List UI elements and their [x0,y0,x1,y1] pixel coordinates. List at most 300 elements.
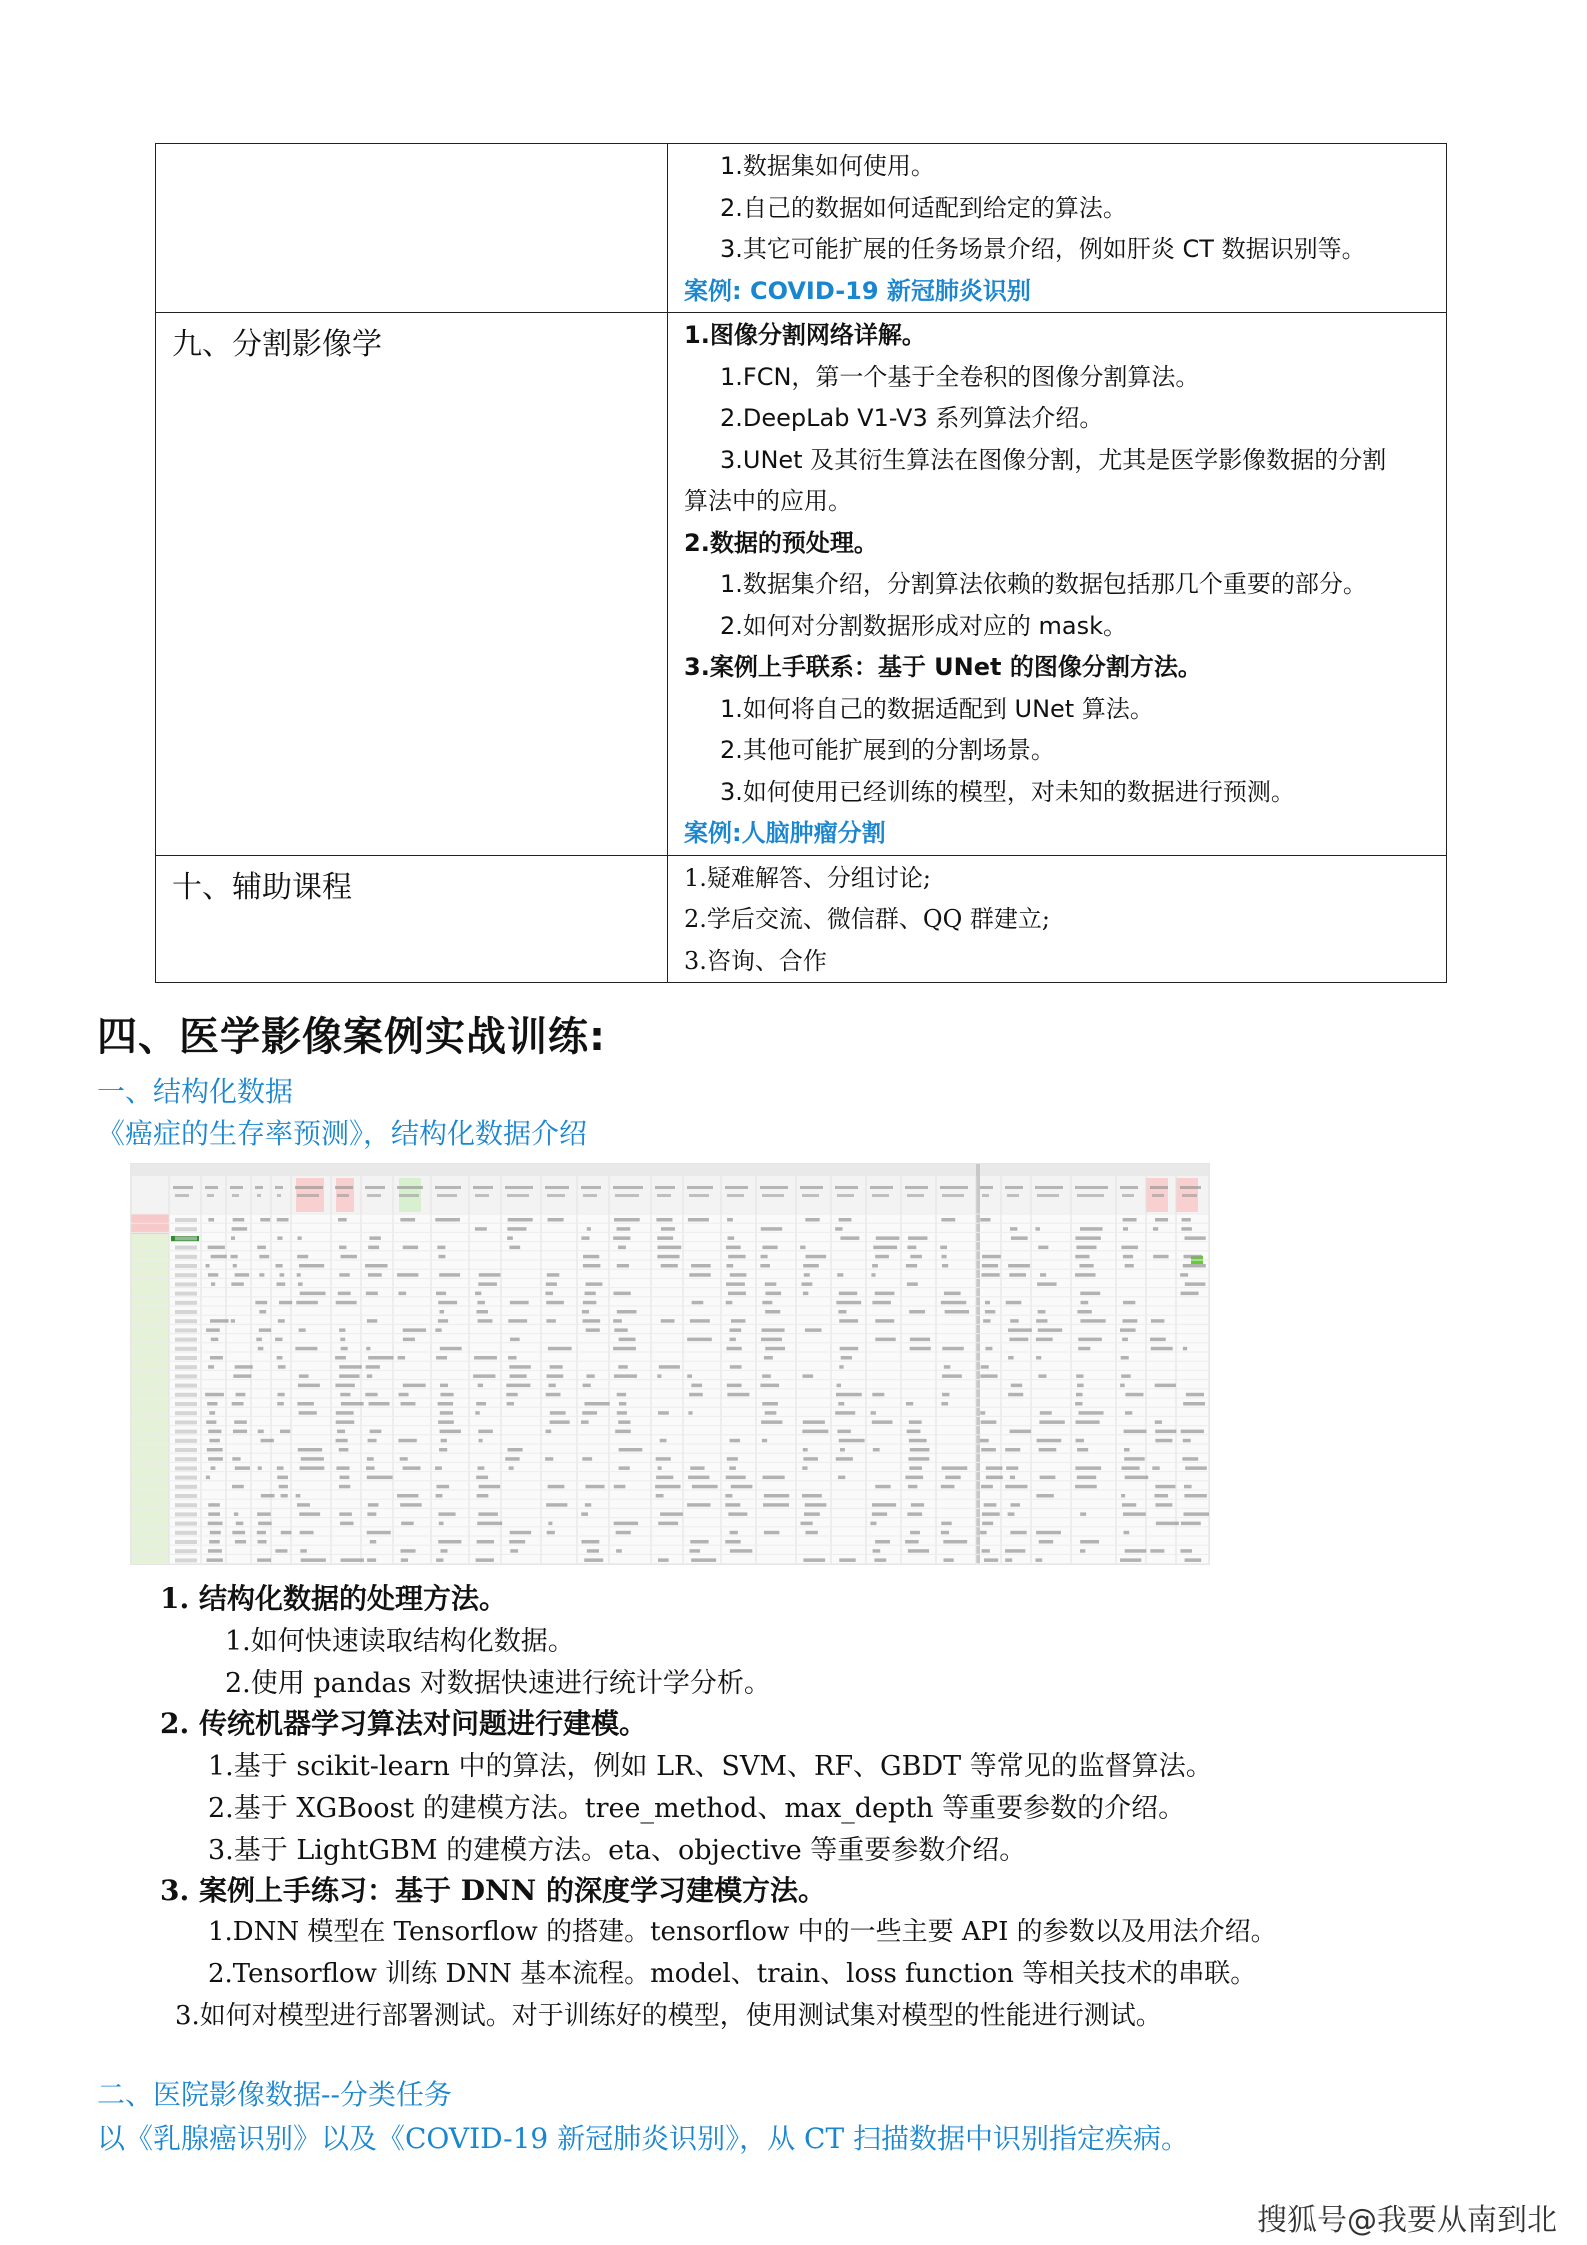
sheet-cell-value [614,1328,627,1332]
sheet-cell-value [278,1319,285,1323]
sheet-cell-value [367,1512,376,1516]
sheet-cell-value [1181,1292,1199,1296]
sheet-cell-value [479,1439,483,1443]
sheet-cell-value [873,1448,880,1452]
sheet-cell-value [1076,1246,1096,1250]
sheet-cell-value [478,1319,493,1323]
sheet-cell-value [837,1430,850,1434]
sheet-cell-value [984,1503,997,1507]
sheet-cell-value [207,1558,223,1562]
sheet-cell-value [508,1356,516,1360]
sheet-cell-value [839,1558,855,1562]
sheet-cell-value [403,1246,418,1250]
list-item: 1.数据集介绍，分割算法依赖的数据包括那几个重要的部分。 [720,570,1367,598]
sheet-cell-value [1184,1255,1203,1259]
sheet-header-label [435,1186,461,1189]
sheet-cell-value [440,1384,448,1388]
list-item: 3.如何使用已经训练的模型，对未知的数据进行预测。 [720,777,1295,806]
sheet-cell-value [1010,1319,1018,1323]
sheet-cell-value [905,1476,923,1480]
sheet-cell-value [726,1476,746,1480]
sheet-cell-value [1122,1466,1140,1470]
sheet-header-label [907,1194,924,1197]
sheet-cell-value [299,1264,324,1268]
sheet-cell-value [585,1503,591,1507]
sheet-cell-value [617,1310,637,1314]
sheet-header-label [337,1194,349,1197]
sheet-cell-value [617,1393,626,1397]
list-item-continuation: 算法中的应用。 [684,487,852,515]
sheet-header-label [207,1194,214,1197]
sheet-freeze-line [976,1164,980,1564]
sheet-cell-value [401,1549,416,1553]
sheet-cell-value [403,1338,415,1342]
sheet-cell-value [1155,1485,1175,1489]
sheet-cell-value [726,1264,733,1268]
sheet-cell-value [689,1393,703,1397]
sheet-blurred-id [175,1522,197,1526]
sheet-cell-value [548,1522,552,1526]
sheet-cell-value [275,1549,287,1553]
sheet-cell-value [439,1273,460,1277]
sheet-cell-value [616,1549,622,1553]
sheet-blurred-id [175,1476,197,1480]
sheet-cell-value [730,1439,740,1443]
sheet-cell-value [235,1273,249,1277]
sheet-cell-value [690,1319,710,1323]
sheet-cell-value [548,1485,565,1489]
sheet-cell-value [911,1503,924,1507]
sheet-cell-value [728,1292,746,1296]
sheet-cell-value [1124,1448,1130,1452]
sheet-cell-value [1006,1466,1018,1470]
sheet-cell-value [1075,1402,1082,1406]
sheet-cell-value [1075,1273,1095,1277]
sheet-cell-value [1184,1512,1209,1516]
sheet-cell-value [875,1319,894,1323]
sheet-cell-value [436,1356,447,1360]
sheet-cell-value [1123,1301,1135,1305]
sheet-cell-value [1153,1227,1158,1231]
sheet-cell-value [548,1347,572,1351]
sheet-blurred-id [175,1512,197,1516]
sheet-cell-value [1185,1466,1207,1470]
sheet-cell-value [941,1301,966,1305]
sheet-header-label [545,1186,569,1189]
sheet-cell-value [614,1485,626,1489]
sheet-cell-value [761,1255,768,1259]
sheet-cell-value [368,1356,393,1360]
sheet-cell-value [582,1310,589,1314]
sheet-cell-value [508,1448,523,1452]
sheet-cell-value [261,1494,275,1498]
sheet-cell-value [872,1301,890,1305]
sheet-cell-value [1120,1384,1125,1388]
sheet-header-label [230,1186,243,1189]
sheet-blurred-id [175,1430,197,1434]
list-item: 3.咨询、合作 [684,946,827,975]
sheet-cell-value [838,1310,846,1314]
sheet-blurred-id [175,1503,197,1507]
sheet-cell-value [1123,1227,1128,1231]
sheet-cell-value [436,1558,443,1562]
sheet-cell-value [1077,1448,1088,1452]
sheet-cell-value [1151,1347,1173,1351]
subsection-desc: 《癌症的生存率预测》，结构化数据介绍 [97,1117,588,1150]
sheet-cell-value [233,1264,237,1268]
sheet-cell-value [1120,1328,1136,1332]
sheet-cell-value [875,1292,895,1296]
sheet-cell-value [985,1347,992,1351]
sheet-cell-value [765,1347,785,1351]
sheet-header-label [940,1186,968,1189]
sheet-cell-value [439,1448,447,1452]
sheet-blurred-id [175,1255,197,1259]
sheet-cell-value [839,1365,843,1369]
sheet-blurred-id [175,1402,197,1406]
sheet-cell-value [547,1273,559,1277]
sheet-cell-value [660,1512,683,1516]
sheet-cell-value [232,1457,240,1461]
sheet-cell-value [687,1374,692,1378]
sheet-cell-value [506,1393,517,1397]
sheet-cell-value [910,1448,930,1452]
spreadsheet-image [130,1163,1210,1565]
sheet-cell-value [1009,1338,1028,1342]
sheet-cell-value [365,1393,377,1397]
sheet-cell-value [689,1549,700,1553]
sheet-cell-value [760,1264,770,1268]
sheet-blurred-id [175,1338,197,1342]
sheet-header-label [437,1194,457,1197]
sheet-cell-value [1183,1347,1187,1351]
list-heading: 2. 传统机器学习算法对问题进行建模。 [160,1707,647,1740]
sheet-cell-value [546,1319,555,1323]
sheet-cell-value [1077,1476,1096,1480]
sheet-cell-value [801,1522,813,1526]
sheet-cell-value [1036,1356,1041,1360]
sheet-blurred-id [175,1558,197,1562]
sheet-cell-value [261,1439,274,1443]
sheet-cell-value [257,1246,266,1250]
sheet-cell-value [692,1301,704,1305]
sheet-cell-value [1080,1319,1105,1323]
sheet-cell-value [908,1485,917,1489]
sheet-cell-value [727,1393,749,1397]
sheet-cell-value [836,1457,853,1461]
sheet-cell-value [369,1402,390,1406]
sheet-blurred-id [175,1347,197,1351]
sheet-cell-value [1124,1457,1144,1461]
sheet-header-label [173,1186,193,1189]
sheet-cell-value [208,1549,222,1553]
sheet-cell-value [476,1476,488,1480]
sheet-cell-value [365,1264,388,1268]
sheet-cell-value [439,1522,444,1526]
sheet-header-label [335,1186,353,1189]
sheet-cell-value [1121,1494,1125,1498]
sheet-cell-value [335,1384,354,1388]
sheet-blurred-id [175,1448,197,1452]
sheet-cell-value [277,1356,283,1360]
sheet-cell-value [231,1236,235,1240]
sheet-cell-value [232,1402,244,1406]
sheet-cell-value [729,1466,736,1470]
sheet-cell-value [548,1384,555,1388]
sheet-cell-value [260,1218,270,1222]
sheet-cell-value [208,1430,221,1434]
sheet-cell-value [872,1264,878,1268]
sheet-cell-value [1121,1374,1131,1378]
sheet-cell-value [874,1558,886,1562]
sheet-cell-value [234,1420,247,1424]
sheet-cell-value [1077,1310,1091,1314]
sheet-blurred-id [175,1374,197,1378]
sheet-cell-value [725,1503,740,1507]
sheet-cell-value [614,1218,640,1222]
sheet-cell-value [984,1558,998,1562]
sheet-cell-value [206,1264,210,1268]
sheet-cell-value [661,1319,675,1323]
sheet-cell-value [725,1494,732,1498]
sheet-cell-value [281,1531,292,1535]
sheet-cell-value [982,1255,1001,1259]
list-item: 2.基于 XGBoost 的建模方法。tree_method、max_depth 等重要参数的介绍。 [208,1793,1186,1824]
list-heading: 3. 案例上手练习：基于 DNN 的深度学习建模方法。 [160,1874,826,1907]
sheet-cell-value [586,1374,594,1378]
sheet-cell-value [1038,1328,1062,1332]
sheet-header-label [367,1194,381,1197]
sheet-cell-value [509,1466,514,1470]
sheet-cell-value [1075,1420,1099,1424]
sheet-cell-value [761,1227,782,1231]
sheet-cell-value [435,1328,441,1332]
sheet-cell-value [206,1328,220,1332]
sheet-blurred-id [175,1365,197,1369]
sheet-cell-value [478,1512,497,1516]
sheet-cell-value [1008,1264,1030,1268]
sheet-cell-value [908,1236,927,1240]
sheet-cell-value [1185,1558,1202,1562]
sheet-cell-value [336,1439,348,1443]
watermark: 搜狐号@我要从南到北 [1257,2203,1557,2238]
sheet-header-label [687,1186,713,1189]
sheet-cell-value [1076,1374,1083,1378]
sheet-cell-value [439,1255,446,1259]
sheet-cell-value [1155,1420,1162,1424]
sheet-cell-value [1124,1531,1130,1535]
sheet-cell-value [401,1522,414,1526]
sheet-blurred-id [175,1236,197,1240]
list-item: 3.其它可能扩展的任务场景介绍，例如肝炎 CT 数据识别等。 [720,235,1366,263]
sheet-cell-value [910,1531,920,1535]
sheet-cell-value [1037,1439,1062,1443]
sheet-header-label [802,1194,819,1197]
sheet-blurred-id [175,1411,197,1415]
sheet-header-label [980,1186,993,1189]
sheet-cell-value [871,1273,875,1277]
sheet-header-label [1007,1194,1019,1197]
sheet-cell-value [585,1292,596,1296]
sheet-cell-value [586,1328,600,1332]
list-item: 1.如何快速读取结构化数据。 [225,1626,575,1657]
sheet-cell-value [1080,1512,1086,1516]
sheet-cell-value [368,1439,377,1443]
sheet-cell-value [277,1466,284,1470]
sheet-cell-value [805,1328,822,1332]
sheet-cell-value [206,1476,210,1480]
section-title: 九、分割影像学 [172,327,382,362]
sheet-cell-value [277,1402,284,1406]
sheet-cell-value [761,1420,782,1424]
sheet-cell-value [908,1549,929,1553]
sheet-cell-value [300,1549,307,1553]
list-item: 3.UNet 及其衍生算法在图像分割，尤其是医学影像数据的分割 [720,445,1387,474]
sheet-cell-value [400,1457,408,1461]
sheet-header-label [232,1194,239,1197]
sheet-cell-value [840,1347,859,1351]
list-item: 1.疑难解答、分组讨论; [684,863,931,892]
sheet-cell-value [211,1282,215,1286]
sheet-cell-value [440,1393,453,1397]
sheet-cell-value [660,1439,667,1443]
sheet-cell-value [980,1218,990,1222]
sheet-cell-value [1185,1236,1206,1240]
sheet-cell-value [367,1558,376,1562]
sheet-cell-value [804,1273,810,1277]
sheet-cell-value [547,1531,555,1535]
sheet-cell-value [299,1512,320,1516]
sheet-cell-value [259,1328,271,1332]
sheet-cell-value [1010,1227,1017,1231]
sheet-cell-value [337,1430,345,1434]
sheet-header-label [1122,1194,1134,1197]
sheet-header-label [275,1186,283,1189]
sheet-cell-value [690,1466,704,1470]
sheet-cell-value [982,1264,998,1268]
sheet-cell-value [1008,1393,1023,1397]
sheet-cell-value [231,1282,243,1286]
sheet-cell-value [873,1549,881,1553]
sheet-cell-value [763,1503,789,1507]
sheet-cell-value [1122,1503,1136,1507]
sheet-cell-value [838,1476,845,1480]
sheet-cell-value [235,1365,253,1369]
sheet-cell-value [980,1374,997,1378]
sheet-cell-value [803,1457,818,1461]
sheet-cell-value [258,1540,267,1544]
sheet-cell-value [1153,1255,1168,1259]
sheet-header-label [905,1186,928,1189]
sheet-cell-value [615,1430,631,1434]
sheet-cell-value [231,1319,235,1323]
sheet-cell-value [436,1292,446,1296]
sheet-cell-value [1125,1393,1143,1397]
sheet-cell-value [340,1393,350,1397]
sheet-cell-value [1120,1558,1141,1562]
sheet-cell-value [905,1540,919,1544]
sheet-cell-value [510,1338,520,1342]
sheet-blurred-id [175,1393,197,1397]
sheet-cell-value [211,1466,216,1470]
sheet-cell-value [1181,1227,1192,1231]
list-item: 1.数据集如何使用。 [720,152,935,180]
sheet-blurred-id [175,1273,197,1277]
sheet-cell-value [655,1485,680,1489]
sheet-cell-value [298,1282,303,1286]
sheet-cell-value [545,1292,553,1296]
sheet-cell-value [760,1384,779,1388]
sheet-cell-value [941,1218,955,1222]
sheet-blurred-id [175,1301,197,1305]
sheet-cell-value [942,1393,949,1397]
sheet-cell-value [1008,1356,1014,1360]
sheet-cell-value [398,1439,416,1443]
sheet-cell-value [839,1319,858,1323]
sheet-header-label [1005,1186,1023,1189]
sheet-cell-value [436,1485,449,1489]
sheet-header-label [762,1194,784,1197]
list-item: 2.自己的数据如何适配到给定的算法。 [720,193,1127,222]
sheet-cell-value [803,1264,819,1268]
sheet-cell-value [231,1255,238,1259]
sheet-cell-value [339,1328,345,1332]
sheet-cell-value [258,1466,262,1470]
sheet-cell-value [339,1448,349,1452]
sheet-cell-value [619,1402,626,1406]
sheet-cell-value [279,1485,288,1489]
sheet-cell-value [367,1457,374,1461]
sheet-header-label [507,1194,529,1197]
sheet-cell-value [475,1227,487,1231]
sheet-blurred-id [175,1218,197,1222]
sheet-cell-value [277,1236,282,1240]
sheet-cell-value [907,1282,918,1286]
sheet-cell-value [981,1420,997,1424]
sheet-blurred-id [175,1328,197,1332]
sheet-cell-value [692,1485,718,1489]
sheet-cell-value [1010,1531,1026,1535]
sheet-cell-value [618,1246,626,1250]
sheet-cell-value [730,1531,738,1535]
sheet-cell-value [1010,1430,1031,1434]
sheet-cell-value [277,1476,288,1480]
sheet-cell-value [841,1356,852,1360]
sheet-cell-value [340,1338,345,1342]
table-row [156,313,1447,856]
sheet-cell-value [207,1402,217,1406]
sheet-cell-value [837,1273,843,1277]
sheet-cell-value [587,1227,591,1231]
sheet-cell-value [687,1503,710,1507]
table-cell-title [156,855,668,983]
sheet-cell-value [208,1273,218,1277]
sheet-cell-value [477,1494,489,1498]
sheet-cell-value [1183,1264,1206,1268]
sheet-cell-value [300,1292,326,1296]
sheet-cell-value [299,1374,309,1378]
sheet-cell-value [907,1430,921,1434]
sheet-cell-value [803,1292,808,1296]
sheet-cell-value [585,1485,604,1489]
sheet-header-label [800,1186,823,1189]
sheet-cell-value [208,1512,220,1516]
sheet-cell-value [1011,1236,1028,1240]
sheet-cell-value [339,1485,350,1489]
sheet-cell-value [232,1485,244,1489]
sheet-cell-value [909,1439,927,1443]
sheet-cell-value [1039,1448,1057,1452]
